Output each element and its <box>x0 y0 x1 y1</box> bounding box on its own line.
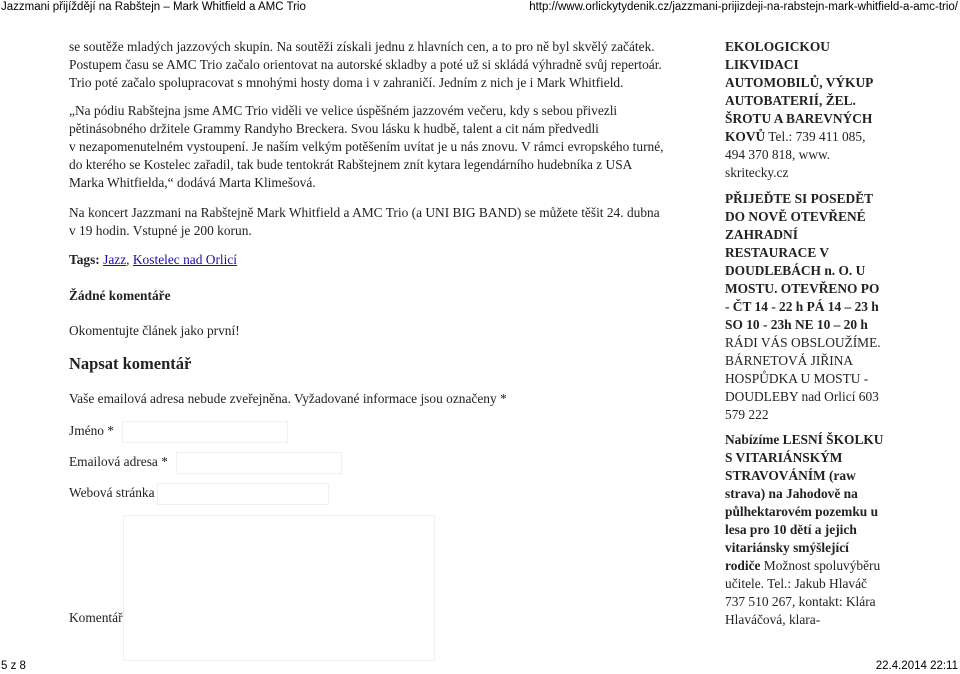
ad-line <box>725 449 920 467</box>
ad-line: BÁRNETOVÁ JIŘINA <box>725 353 854 368</box>
print-header <box>0 0 960 14</box>
ad-text: lesa pro 10 dětí a jejich <box>725 522 857 537</box>
comment-textarea[interactable] <box>123 515 435 661</box>
ad-line <box>725 575 920 593</box>
ad-text: vitariánsky smýšlející <box>725 540 849 555</box>
ad-forest-school <box>725 431 920 629</box>
print-datetime: 22.4.2014 22:11 <box>875 660 958 672</box>
ad-text: (raw <box>825 468 856 483</box>
ad-recycling <box>725 38 920 182</box>
ad-line: - ČT 14 - 22 h PÁ 14 – 23 h <box>725 299 879 314</box>
ad-line <box>725 503 920 521</box>
ad-line: PŘIJEĎTE SI POSEDĚT <box>725 191 874 206</box>
email-label: Emailová adresa * <box>69 454 168 469</box>
article-line: „Na pódiu Rabštejna jsme AMC Trio viděli ve velice úspěšném jazzovém večeru, kdy s sebou přivezli <box>69 103 618 118</box>
article-paragraph-3 <box>69 204 660 240</box>
ad-line: DOUDLEBÁCH n. O. U <box>725 263 866 278</box>
ad-line: EKOLOGICKOU <box>725 39 830 54</box>
sidebar <box>725 38 920 627</box>
article-paragraph-2 <box>69 102 664 192</box>
required-notice: Vaše emailová adresa nebude zveřejněna. Vyžadované informace jsou označeny * <box>69 391 507 406</box>
article-line: do kterého se Kostelec zařadil, tak bude tentokrát Rabštejnem znít kytara legendárního hudebníka z USA <box>69 157 633 172</box>
article-line: pětinásobného držitele Grammy Randyho Breckera. Svou lásku k hudbě, talent a cit nám předvedli <box>69 121 599 136</box>
ad-text: Možnost spoluvýběru <box>760 558 881 573</box>
article-line: Postupem času se AMC Trio začalo orientovat na autorské skladby a poté už si skládá výhradně svůj repertoár. <box>69 57 662 72</box>
ad-text: Nabízíme LESNÍ ŠKOLKU <box>725 432 884 447</box>
ad-text: učitele. Tel.: Jakub Hlaváč <box>725 576 867 591</box>
tag-link-jazz[interactable]: Jazz <box>103 252 127 267</box>
ad-text: rodiče <box>725 558 761 573</box>
ad-line: skritecky.cz <box>725 165 789 180</box>
print-page-title: Jazzmani přijíždějí na Rabštejn – Mark Whitfield a AMC Trio <box>1 1 306 13</box>
tags-label: Tags: <box>69 252 100 267</box>
write-comment-heading: Napsat komentář <box>69 354 192 373</box>
ad-text-bold: KOVŮ <box>725 129 766 144</box>
ad-line: RÁDI VÁS OBSLOUŽÍME. <box>725 335 881 350</box>
ad-line <box>725 485 920 503</box>
ad-line: 579 222 <box>725 407 769 422</box>
web-label: Webová stránka <box>69 485 155 500</box>
print-footer <box>0 659 960 673</box>
tags-line <box>69 251 237 269</box>
ad-line <box>725 593 920 611</box>
ad-line <box>725 128 920 146</box>
ad-line: ŠROTU A BAREVNÝCH <box>725 111 873 126</box>
ad-line: MOSTU. OTEVŘENO PO <box>725 281 880 296</box>
article-paragraph-1 <box>69 38 662 92</box>
ad-text: Tel.: 739 411 085, <box>765 129 866 144</box>
ad-text: 737 510 267, kontakt: Klára <box>725 594 876 609</box>
ad-line: SO 10 - 23h NE 10 – 20 h <box>725 317 868 332</box>
ad-text: strava) <box>725 486 766 501</box>
name-label: Jméno * <box>69 423 115 438</box>
ad-line: LIKVIDACI <box>725 57 799 72</box>
ad-line: 494 370 818, www. <box>725 147 831 162</box>
ad-line: DO NOVĚ OTEVŘENÉ <box>725 209 866 224</box>
ad-line <box>725 521 920 539</box>
ad-text: na Jahodově na <box>765 486 858 501</box>
ad-text: STRAVOVÁNÍM <box>725 468 826 483</box>
ad-text: půlhektarovém pozemku u <box>725 504 879 519</box>
article-line: se soutěže mladých jazzových skupin. Na soutěži získali jednu z hlavních cen, a to pro ně byl skvělý začátek. <box>69 39 655 54</box>
print-page-url: http://www.orlickytydenik.cz/jazzmani-prijizdeji-na-rabstejn-mark-whitfield-a-amc-trio/ <box>529 1 958 13</box>
ad-line: RESTAURACE V <box>725 245 830 260</box>
ad-line <box>725 539 920 557</box>
ad-line <box>725 431 920 449</box>
ad-text: Hlaváčová, klara- <box>725 612 821 627</box>
tag-link-kostelec[interactable]: Kostelec nad Orlicí <box>132 252 238 267</box>
article-line: Trio poté začalo spolupracovat s mnohými hosty doma i v zahraničí. Jedním z nich je i Mark Whitfield. <box>69 75 624 90</box>
ad-line: AUTOBATERIÍ, ŽEL. <box>725 93 856 108</box>
ad-restaurant <box>725 190 920 424</box>
ad-line <box>725 557 920 575</box>
website-input[interactable] <box>157 483 329 505</box>
ad-line: AUTOMOBILŮ, VÝKUP <box>725 75 874 90</box>
no-comments-heading: Žádné komentáře <box>69 288 171 303</box>
first-comment-text: Okomentujte článek jako první! <box>69 323 240 338</box>
page-number: 5 z 8 <box>1 660 26 672</box>
article-line: v 19 hodin. Vstupné je 200 korun. <box>69 223 252 238</box>
ad-line <box>725 467 920 485</box>
tags-separator: , <box>126 252 130 267</box>
article-line: Marka Whitfielda,“ dodává Marta Klimešová. <box>69 175 316 190</box>
ad-line <box>725 611 920 629</box>
name-input[interactable] <box>122 421 288 443</box>
ad-line: HOSPŮDKA U MOSTU - <box>725 371 869 386</box>
ad-text: S VITARIÁNSKÝM <box>725 450 843 465</box>
article-line: Na koncert Jazzmani na Rabštejně Mark Whitfield a AMC Trio (a UNI BIG BAND) se můžete těšit 24. dubna <box>69 205 660 220</box>
email-input[interactable] <box>176 452 342 474</box>
ad-line: ZAHRADNÍ <box>725 227 798 242</box>
article-line: v nezapomenutelném vystoupení. Je naším velkým potěšením uvítat je u nás znovu. V rámci evropského turné, <box>69 139 664 154</box>
ad-line: DOUDLEBY nad Orlicí 603 <box>725 389 879 404</box>
comment-label: Komentář <box>69 610 123 625</box>
